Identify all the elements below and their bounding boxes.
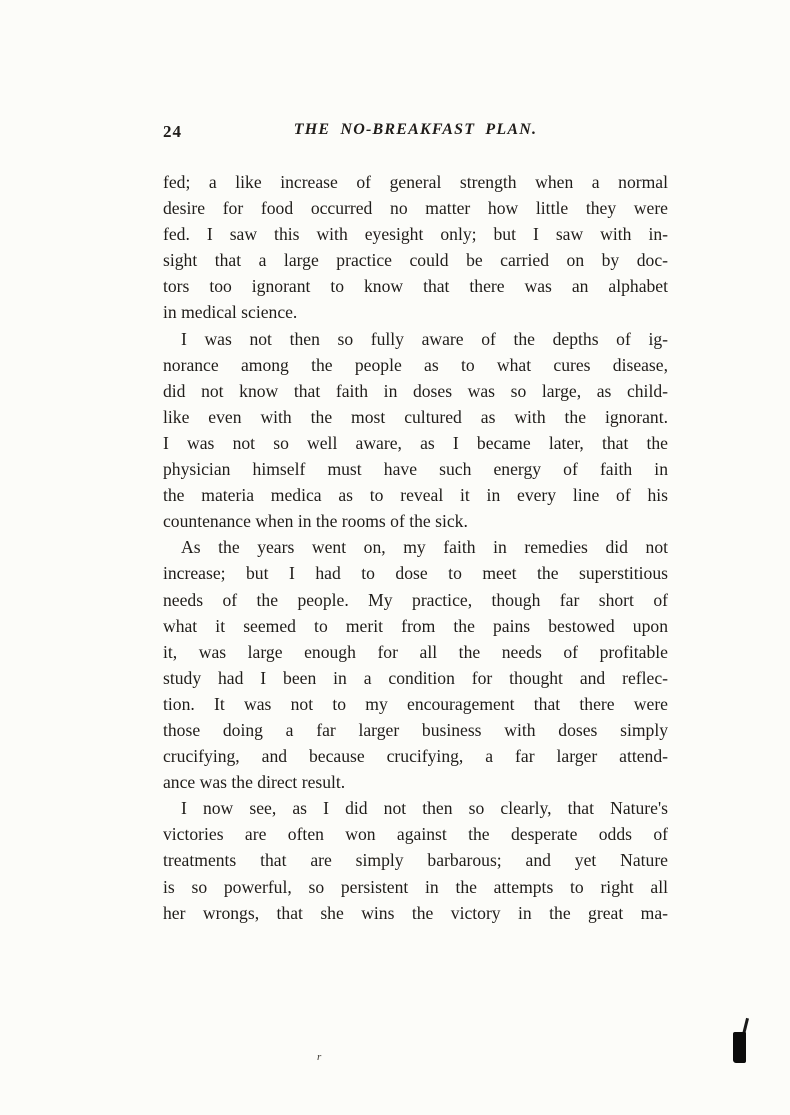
text-line: I was not so well aware, as I became later, that the bbox=[163, 432, 668, 453]
text-line: tors too ignorant to know that there was an alphabet bbox=[163, 276, 668, 297]
paragraph bbox=[163, 795, 668, 925]
paragraph bbox=[163, 169, 668, 326]
text-line: crucifying, and because crucifying, a far larger attend- bbox=[163, 746, 668, 767]
text-line: ance was the direct result. bbox=[163, 772, 346, 793]
text-line: fed; a like increase of general strength when a normal bbox=[163, 172, 668, 192]
text-line: in medical science. bbox=[163, 302, 298, 323]
text-block bbox=[163, 169, 668, 926]
text-line: victories are often won against the desperate odds of bbox=[163, 824, 668, 845]
text-line: tion. It was not to my encouragement that there were bbox=[163, 693, 668, 714]
text-line: those doing a far larger business with doses simply bbox=[163, 719, 668, 740]
text-line: norance among the people as to what cures disease, bbox=[163, 354, 668, 375]
text-line: it, was large enough for all the needs of profitable bbox=[163, 641, 668, 662]
paragraph bbox=[163, 534, 668, 795]
page-header bbox=[163, 121, 668, 145]
text-line: treatments that are simply barbarous; and yet Nature bbox=[163, 850, 668, 871]
printer-mark: r bbox=[317, 1051, 322, 1063]
text-line: study had I been in a condition for thought and reflec- bbox=[163, 667, 668, 688]
text-line: needs of the people. My practice, though far short of bbox=[163, 589, 668, 610]
text-line: physician himself must have such energy of faith in bbox=[163, 459, 668, 480]
text-line: is so powerful, so persistent in the attempts to right all bbox=[163, 876, 668, 897]
text-line: fed. I saw this with eyesight only; but I saw with in- bbox=[163, 224, 668, 245]
page-number: 24 bbox=[163, 122, 182, 141]
text-line: I was not then so fully aware of the depths of ig- bbox=[181, 328, 668, 349]
text-line: the materia medica as to reveal it in every line of his bbox=[163, 485, 668, 506]
paragraph bbox=[163, 326, 668, 535]
text-line: did not know that faith in doses was so large, as child- bbox=[163, 380, 668, 401]
text-line: countenance when in the rooms of the sick. bbox=[163, 511, 468, 532]
text-line: like even with the most cultured as with the ignorant. bbox=[163, 406, 668, 427]
text-line: I now see, as I did not then so clearly, that Nature's bbox=[181, 798, 668, 819]
text-line: increase; but I had to dose to meet the superstitious bbox=[163, 563, 668, 584]
text-line: As the years went on, my faith in remedies did not bbox=[181, 537, 668, 558]
text-line: desire for food occurred no matter how little they were bbox=[163, 198, 668, 219]
text-line: what it seemed to merit from the pains bestowed upon bbox=[163, 615, 668, 636]
text-line: her wrongs, that she wins the victory in the great ma- bbox=[163, 902, 668, 923]
scan-artifact-blob bbox=[733, 1032, 746, 1063]
text-line: sight that a large practice could be carried on by doc- bbox=[163, 250, 668, 271]
running-title: THE NO-BREAKFAST PLAN. bbox=[293, 121, 538, 138]
